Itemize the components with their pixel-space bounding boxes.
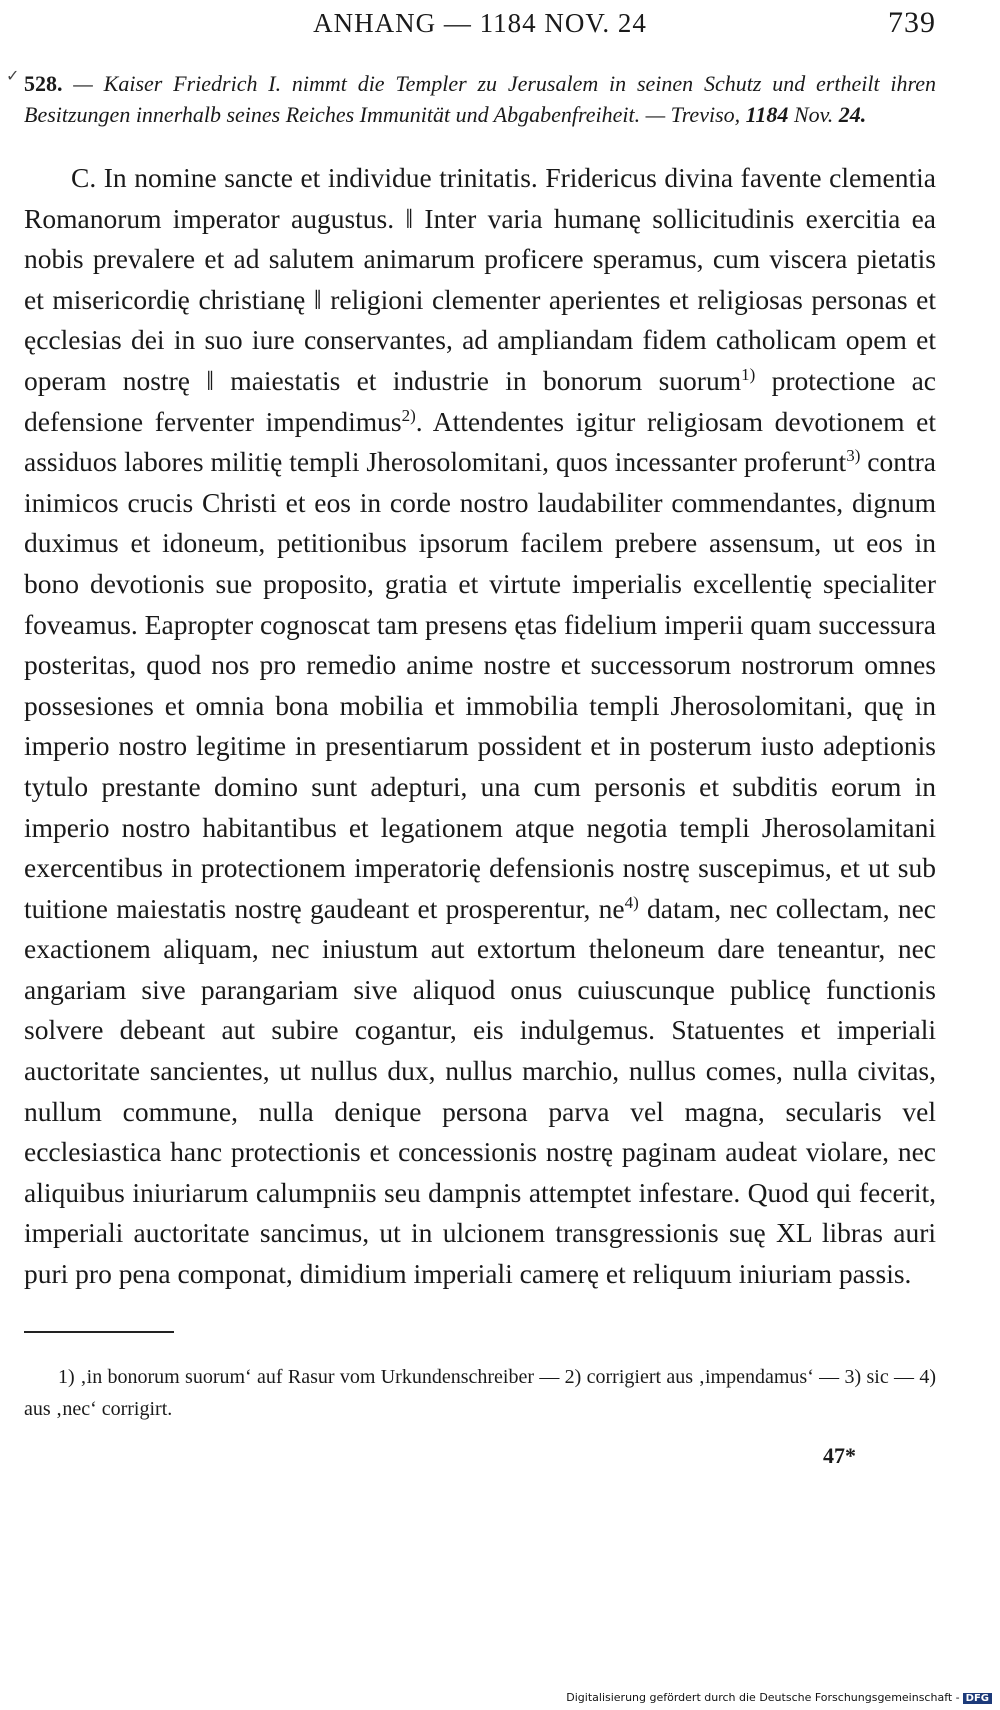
dfg-logo: DFG <box>963 1693 992 1704</box>
footnote-ref-4: 4) <box>624 892 639 912</box>
document-summary <box>24 68 936 130</box>
funding-text: Digitalisierung gefördert durch die Deutsche Forschungsgemeinschaft - <box>566 1691 960 1704</box>
charter-text-part: protectione ac defensione ferventer impendimus <box>24 364 936 437</box>
page <box>6 0 936 1469</box>
summary-year: 1184 <box>745 102 789 127</box>
summary-month: Nov. <box>788 102 839 127</box>
summary-text: — Kaiser Friedrich I. nimmt die Templer zu Jerusalem in seinen Schutz und ertheilt ihren Besitzungen innerhalb seines Reiches Immunität und Abgabenfreiheit. — Treviso, <box>24 71 936 127</box>
footnote-ref-3: 3) <box>846 446 861 465</box>
page-number: 739 <box>888 6 936 39</box>
document-number: 528. <box>24 71 63 96</box>
footnotes: 1) ‚in bonorum suorum‘ auf Rasur vom Urkundenschreiber — 2) corrigiert aus ‚impendamus‘ — 3) sic — 4) aus ‚nec‘ corrigirt. <box>24 1365 936 1420</box>
funding-notice <box>566 1691 992 1704</box>
charter-text-part: contra inimicos crucis Christi et eos in corde nostro laudabiliter commendantes, dignum duximus et idoneum, petitionibus ipsorum facilem prebere assensum, ut eos in bono devotionis sue proposito, gratia et virtute imperialis excellentię specialiter foveamus. Eapropter cognoscat tam presens ętas fidelium imperii quam successura posteritas, quod nos pro remedio anime nostre et successorum nostrorum omnes possesiones et omnia bona mobilia et immobilia templi Jherosolomitani, quę in imperio nostro legitime in presentiarum possident et in posterum iusto adeptionis tytulo prestante domino sunt adepturi, una cum personis et subditis eorum in imperio nostro habitantibus et legationem atque negotia templi Jherosolamitani exercentibus in protectionem imperatorię defensionis nostrę suscepimus, et ut sub tuitione maiestatis nostrę gaudeant et prosperentur, ne <box>24 446 936 924</box>
charter-text <box>24 158 936 1295</box>
footnote-ref-2: 2) <box>401 405 416 425</box>
charter-text-part: datam, nec collectam, nec exactionem aliquam, nec iniustum aut extortum theloneum dare teneantur, nec angariam sive parangariam sive aliquod onus cuiuscunque publicę functionis solvere debeant aut subire cogantur, eis indulgemus. Statuentes et imperiali auctoritate sancientes, ut nullus dux, nullus marchio, nullus comes, nulla civitas, nullum commune, nulla denique persona parva vel magna, secularis vel ecclesiastica hanc protectionis et concessionis nostrę paginam audeat violare, nec aliquibus iniuriarum calumpniis seu dampnis attemptet infestare. Quod qui fecerit, imperiali auctoritate sancimus, ut in ulcionem transgressionis suę XL libras auri puri pro pena componat, dimidium imperiali camerę et reliquum iniuriam passis. <box>24 892 936 1290</box>
charter-text-part: . Attendentes igitur religiosam devotionem et assiduos labores militię templi Jherosolomitani, quos incessanter proferunt <box>24 405 936 478</box>
charter-text-part: C. In nomine sancte et individue trinitatis. Fridericus divina favente clementia Romanorum imperator augustus. ‖ Inter varia humanę sollicitudinis exercitia ea nobis prevalere et ad salutem animarum proficere speramus, cum viscera pietatis et misericordię christianę ‖ religioni clementer aperientes et religiosas personas et ęcclesias dei in suo iure conservantes, ad ampliandam fidem catholicam opem et operam nostrę ‖ maiestatis et industrie in bonorum suorum <box>24 162 936 396</box>
footnote-ref-1: 1) <box>741 364 756 384</box>
running-head <box>24 0 936 50</box>
summary-day: 24. <box>838 102 867 127</box>
margin-check-mark: ✓ <box>6 68 20 85</box>
sheet-signature: 47* <box>823 1442 856 1468</box>
running-title: ANHANG — 1184 NOV. 24 <box>313 8 647 38</box>
footnote-divider <box>24 1331 174 1333</box>
